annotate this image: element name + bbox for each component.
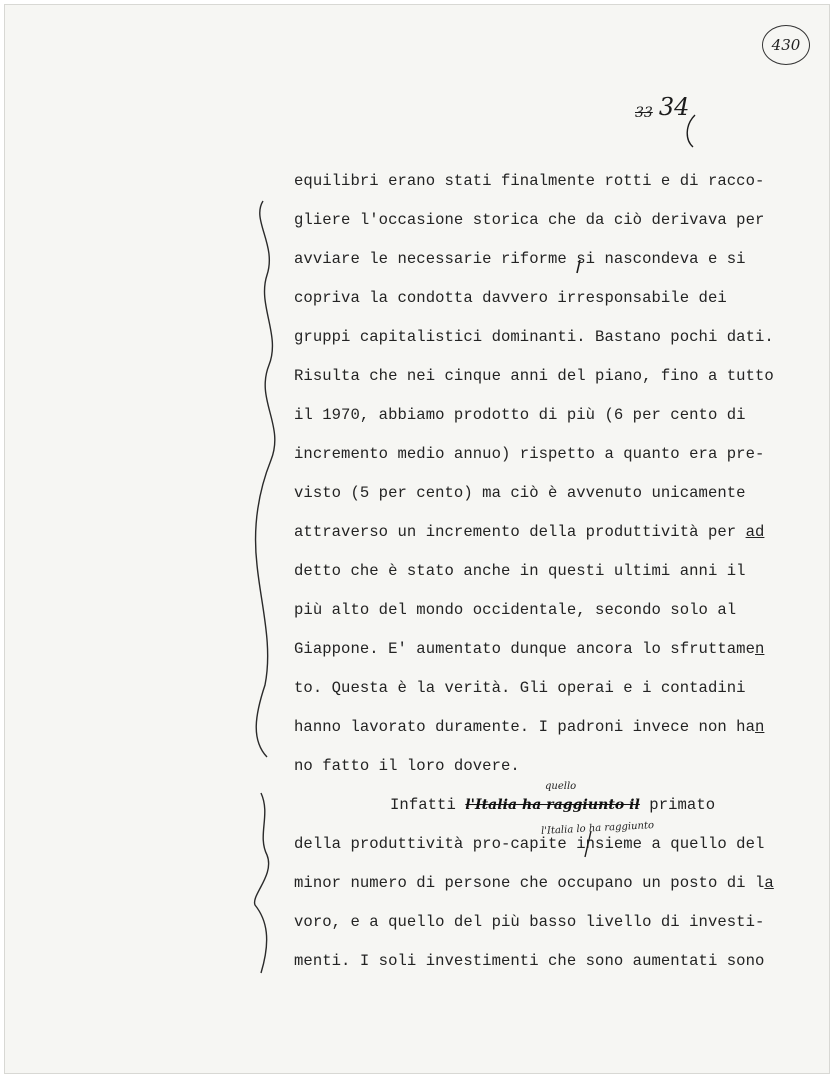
margin-bracket-2 <box>255 793 269 973</box>
line-text: Giappone. E' aumentato dunque ancora lo sfruttame <box>294 640 755 658</box>
text-line: gliere l'occasione storica che da ciò derivava per <box>294 211 765 229</box>
text-line: gruppi capitalistici dominanti. Bastano pochi dati. <box>294 328 774 346</box>
margin-brackets <box>5 5 831 1075</box>
text-line: incremento medio annuo) rispetto a quanto era pre- <box>294 445 765 463</box>
text-line: equilibri erano stati finalmente rotti e di racco- <box>294 172 765 190</box>
line-start: Infatti <box>390 796 466 814</box>
comma-insertion-mark <box>577 260 580 273</box>
text-line: detto che è stato anche in questi ultimi anni il <box>294 562 746 580</box>
underlined-fragment: n <box>754 718 765 736</box>
underlined-fragment: ad <box>745 523 765 541</box>
text-line: Risulta che nei cinque anni del piano, fino a tutto <box>294 367 774 385</box>
line-text: hanno lavorato duramente. I padroni invece non ha <box>294 718 755 736</box>
text-line: voro, e a quello del più basso livello di investi- <box>294 913 765 931</box>
text-line: menti. I soli investimenti che sono aumentati sono <box>294 952 765 970</box>
current-page-number: 34 <box>658 93 690 121</box>
archive-number: 430 <box>771 36 801 54</box>
struck-phrase: l'Italia ha raggiunto il <box>465 797 640 813</box>
text-line: to. Questa è la verità. Gli operai e i contadini <box>294 679 746 697</box>
underlined-fragment: a <box>764 874 774 892</box>
page-number-arc <box>687 115 695 147</box>
handwritten-insertion-below: l'Italia lo ha raggiunto <box>540 820 655 837</box>
text-line: della produttività pro-capite insieme a quello del <box>294 835 765 853</box>
text-line: copriva la condotta davvero irresponsabile dei <box>294 289 727 307</box>
text-line: il 1970, abbiamo prodotto di più (6 per cento di <box>294 406 746 424</box>
line-text: minor numero di persone che occupano un posto di l <box>294 874 765 892</box>
insertion-slash <box>585 831 591 857</box>
margin-bracket-1 <box>256 201 275 757</box>
handwritten-insertion-above: quello <box>545 781 577 792</box>
text-line: avviare le necessarie riforme si nascondeva e si <box>294 250 746 268</box>
line-end: primato <box>639 796 716 814</box>
line-text: attraverso un incremento della produttività per <box>294 523 746 541</box>
underlined-fragment: n <box>754 640 765 658</box>
text-line: no fatto il loro dovere. <box>294 757 520 775</box>
text-line: visto (5 per cento) ma ciò è avvenuto unicamente <box>294 484 746 502</box>
struck-page-number: 33 <box>635 105 653 121</box>
manuscript-page <box>4 4 830 1074</box>
text-line: più alto del mondo occidentale, secondo solo al <box>294 601 737 619</box>
